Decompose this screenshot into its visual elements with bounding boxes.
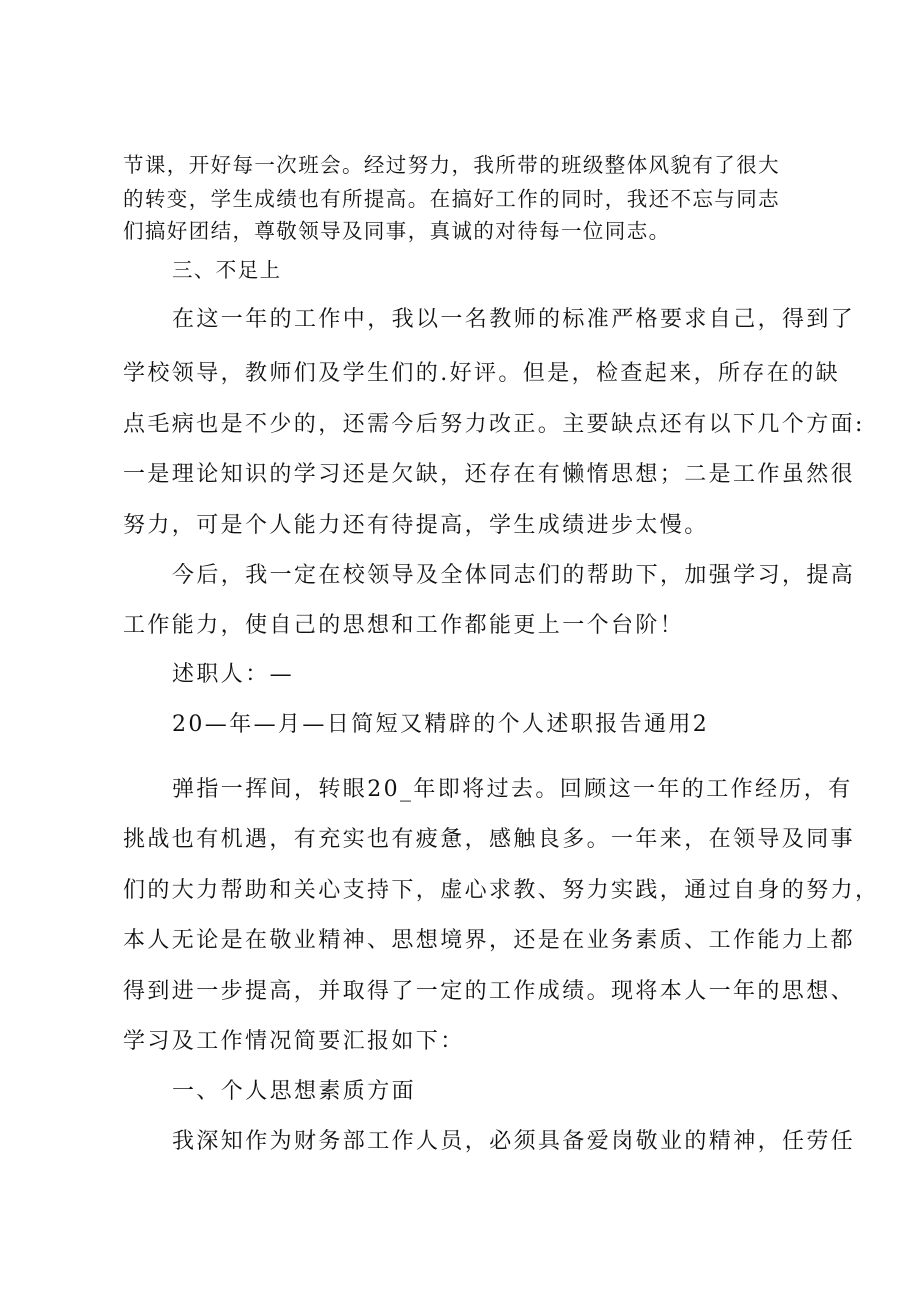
- section-heading-shortcomings: 三、不足上: [172, 258, 282, 282]
- section-heading-ideology: 一、个人思想素质方面: [172, 1079, 417, 1104]
- paragraph-line: 学校领导，教师们及学生们的.好评。但是，检查起来，所存在的缺: [123, 361, 840, 386]
- paragraph-line: 今后，我一定在校领导及全体同志们的帮助下，加强学习，提高: [172, 563, 856, 588]
- paragraph-line: 一是理论知识的学习还是欠缺，还存在有懒惰思想；二是工作虽然很: [123, 462, 856, 487]
- date-title-line: 20—年—月—日简短又精辟的个人述职报告通用2: [172, 712, 710, 737]
- paragraph-line: 弹指一挥间，转眼20_年即将过去。回顾这一年的工作经历，有: [172, 777, 853, 802]
- paragraph-line: 们搞好团结，尊敬领导及同事，真诚的对待每一位同志。: [123, 219, 671, 243]
- paragraph-line: 在这一年的工作中，我以一名教师的标准严格要求自己，得到了: [172, 307, 856, 332]
- paragraph-line: 工作能力，使自己的思想和工作都能更上一个台阶！: [123, 613, 685, 638]
- paragraph-line: 努力，可是个人能力还有待提高，学生成绩进步太慢。: [123, 513, 709, 538]
- paragraph-line: 们的大力帮助和关心支持下，虚心求教、努力实践，通过自身的努力，: [123, 878, 880, 903]
- signature-line: 述职人：—: [172, 662, 295, 687]
- paragraph-line: 得到进一步提高，并取得了一定的工作成绩。现将本人一年的思想、: [123, 979, 856, 1004]
- paragraph-line: 我深知作为财务部工作人员，必须具备爱岗敬业的精神，任劳任: [172, 1129, 856, 1154]
- paragraph-line: 节课，开好每一次班会。经过努力，我所带的班级整体风貌有了很大: [123, 153, 780, 177]
- paragraph-line: 本人无论是在敬业精神、思想境界，还是在业务素质、工作能力上都: [123, 928, 856, 953]
- paragraph-line: 挑战也有机遇，有充实也有疲惫，感触良多。一年来，在领导及同事: [123, 827, 856, 852]
- paragraph-line: 的转变，学生成绩也有所提高。在搞好工作的同时，我还不忘与同志: [123, 187, 780, 211]
- paragraph-line: 学习及工作情况简要汇报如下：: [123, 1029, 465, 1054]
- paragraph-line: 点毛病也是不少的，还需今后努力改正。主要缺点还有以下几个方面:: [123, 412, 865, 437]
